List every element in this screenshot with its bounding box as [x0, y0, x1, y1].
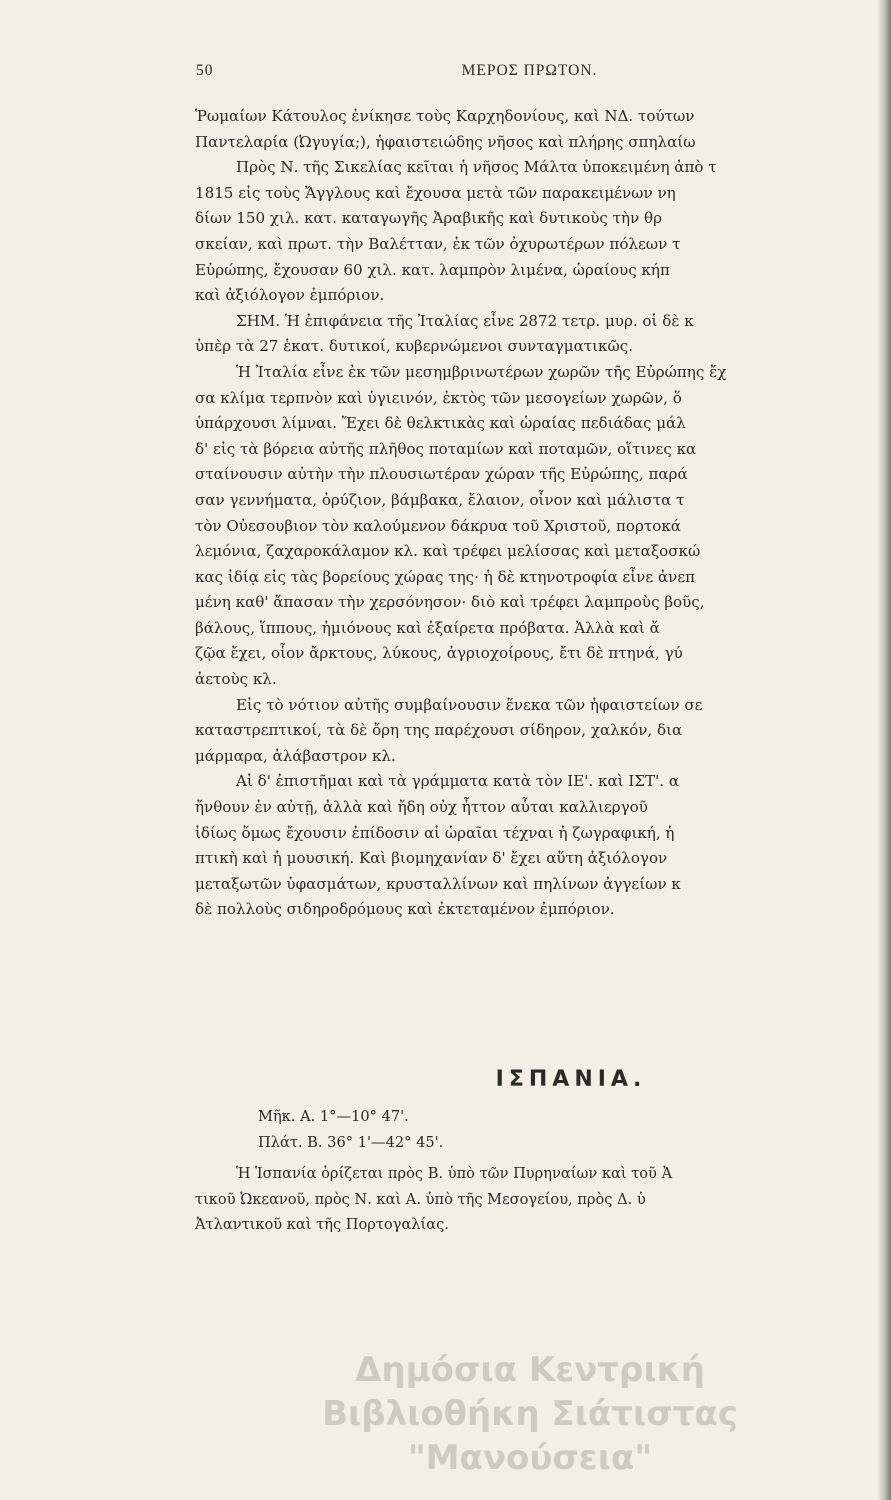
text-line: μάρμαρα, ἀλάβαστρον κλ. [195, 746, 396, 765]
text-line: ἤνθουν ἐν αὐτῇ, ἀλλὰ καὶ ἤδη οὐχ ἧττον αὗται καλλιεργοῦ [195, 798, 648, 817]
section-text-line: τικοῦ Ὠκεανοῦ, πρὸς Ν. καὶ Α. ὑπὸ τῆς Μεσογείου, πρὸς Δ. ὑ [195, 1190, 646, 1208]
text-line: Ἡ Ἰταλία εἶνε ἐκ τῶν μεσημβρινωτέρων χωρῶν τῆς Εὐρώπης ἔχ [236, 362, 727, 381]
text-line: ὑπάρχουσι λίμναι. Ἔχει δὲ θελκτικὰς καὶ ὡραίας πεδιάδας μάλ [195, 414, 686, 433]
text-line: καὶ ἀξιόλογον ἐμπόριον. [195, 286, 385, 305]
text-line: σταίνουσιν αὐτὴν τὴν πλουσιωτέραν χώραν τῆς Εὐρώπης, παρά [195, 465, 688, 484]
text-line: δ' εἰς τὰ βόρεια αὐτῆς πλῆθος ποταμίων καὶ ποταμῶν, οἵτινες κα [195, 439, 697, 458]
longitude-line: Μῆκ. Α. 1°—10° 47'. [258, 1108, 409, 1125]
text-line: δίων 150 χιλ. κατ. καταγωγῆς Ἀραβικῆς καὶ δυτικοὺς τὴν θρ [195, 209, 662, 228]
text-line: Πρὸς Ν. τῆς Σικελίας κεῖται ἡ νῆσος Μάλτα ὑποκειμένη ἀπὸ τ [236, 158, 717, 177]
text-line: κας ἰδίᾳ εἰς τὰς βορείους χώρας της· ἡ δὲ κτηνοτροφία εἶνε ἀνεπ [195, 567, 696, 586]
section-text [195, 1161, 887, 1238]
text-line: Εὐρώπης, ἔχουσαν 60 χιλ. κατ. λαμπρὸν λιμένα, ὡραίους κήπ [195, 260, 670, 279]
section-title: ΙΣΠΑΝΙΑ. [495, 1067, 647, 1092]
text-line: Παντελαρία (Ὠγυγία;), ἡφαιστειώδης νῆσος καὶ πλήρης σπηλαίω [195, 132, 696, 151]
text-line: λεμόνια, ζαχαροκάλαμον κλ. καὶ τρέφει μελίσσας καὶ μεταξοσκώ [195, 542, 701, 561]
page-number: 50 [196, 62, 214, 79]
text-line: ὑπὲρ τὰ 27 ἑκατ. δυτικοί, κυβερνώμενοι συνταγματικῶς. [195, 337, 634, 356]
text-line: Ῥωμαίων Κάτουλος ἐνίκησε τοὺς Καρχηδονίους, καὶ ΝΔ. τούτων [195, 107, 695, 125]
text-line: ζῷα ἔχει, οἷον ἄρκτους, λύκους, ἀγριοχοίρους, ἔτι δὲ πτηνά, γύ [195, 644, 683, 663]
text-line: Αἱ δ' ἐπιστῆμαι καὶ τὰ γράμματα κατὰ τὸν ΙΕ'. καὶ ΙΣΤ'. α [236, 772, 680, 791]
text-line: καταστρεπτικοί, τὰ δὲ ὄρη της παρέχουσι σίδηρον, χαλκόν, δια [195, 721, 683, 740]
text-line: σκείαν, καὶ πρωτ. τὴν Βαλέτταν, ἐκ τῶν ὀχυρωτέρων πόλεων τ [195, 234, 681, 253]
text-line: τὸν Οὐεσουβιον τὸν καλούμενον δάκρυα τοῦ Χριστοῦ, πορτοκά [195, 516, 681, 535]
text-line: ἀετοὺς κλ. [195, 670, 277, 689]
page-binding-shadow [877, 0, 891, 1500]
text-line: βάλους, ἵππους, ἡμιόνους καὶ ἐξαίρετα πρόβατα. Ἀλλὰ καὶ ἄ [195, 618, 660, 637]
text-line: ΣΗΜ. Ἡ ἐπιφάνεια τῆς Ἰταλίας εἶνε 2872 τετρ. μυρ. οἱ δὲ κ [236, 311, 694, 330]
text-line: σα κλίμα τερπνὸν καὶ ὑγιεινόν, ἐκτὸς τῶν μεσογείων χωρῶν, ὅ [195, 388, 682, 407]
text-line: ἰδίως ὅμως ἔχουσιν ἐπίδοσιν αἱ ὡραῖαι τέχναι ἡ ζωγραφική, ἡ [195, 823, 675, 842]
latitude-line: Πλάτ. Β. 36° 1'—42° 45'. [258, 1133, 444, 1151]
section-text-line: Ἡ Ἱσπανία ὁρίζεται πρὸς Β. ὑπὸ τῶν Πυρηναίων καὶ τοῦ Ἀ [236, 1165, 673, 1182]
text-line: μεταξωτῶν ὑφασμάτων, κρυσταλλίνων καὶ πηλίνων ἀγγείων κ [195, 874, 681, 893]
text-line: δὲ πολλοὺς σιδηροδρόμους καὶ ἐκτεταμένον ἐμπόριον. [195, 900, 615, 919]
text-line: σαν γεννήματα, ὀρύζιον, βάμβακα, ἔλαιον, οἶνον καὶ μάλιστα τ [195, 490, 685, 509]
library-watermark-line-1: Δημόσια Κεντρική [355, 1350, 705, 1390]
text-line: μένη καθ' ἅπασαν τὴν χερσόνησον· διὸ καὶ τρέφει λαμπροὺς βοῦς, [195, 593, 705, 612]
section-spain [195, 1056, 887, 1238]
page-header [196, 62, 863, 86]
section-text-line: Ἀτλαντικοῦ καὶ τῆς Πορτογαλίας. [195, 1216, 449, 1233]
text-line: πτικὴ καὶ ἡ μουσική. Καὶ βιομηχανίαν δ' ἔχει αὕτη ἀξιόλογον [195, 849, 668, 868]
running-head: ΜΕΡΟΣ ΠΡΩΤΟΝ. [461, 62, 598, 79]
text-line: 1815 εἰς τοὺς Ἄγγλους καὶ ἔχουσα μετὰ τῶν παρακειμένων νη [195, 183, 676, 202]
body-text [195, 104, 887, 923]
library-watermark-line-2: Βιβλιοθήκη Σιάτιστας "Μανούσεια" [322, 1394, 738, 1478]
text-line: Εἰς τὸ νότιον αὐτῆς συμβαίνουσιν ἕνεκα τῶν ἡφαιστείων σε [236, 695, 703, 714]
